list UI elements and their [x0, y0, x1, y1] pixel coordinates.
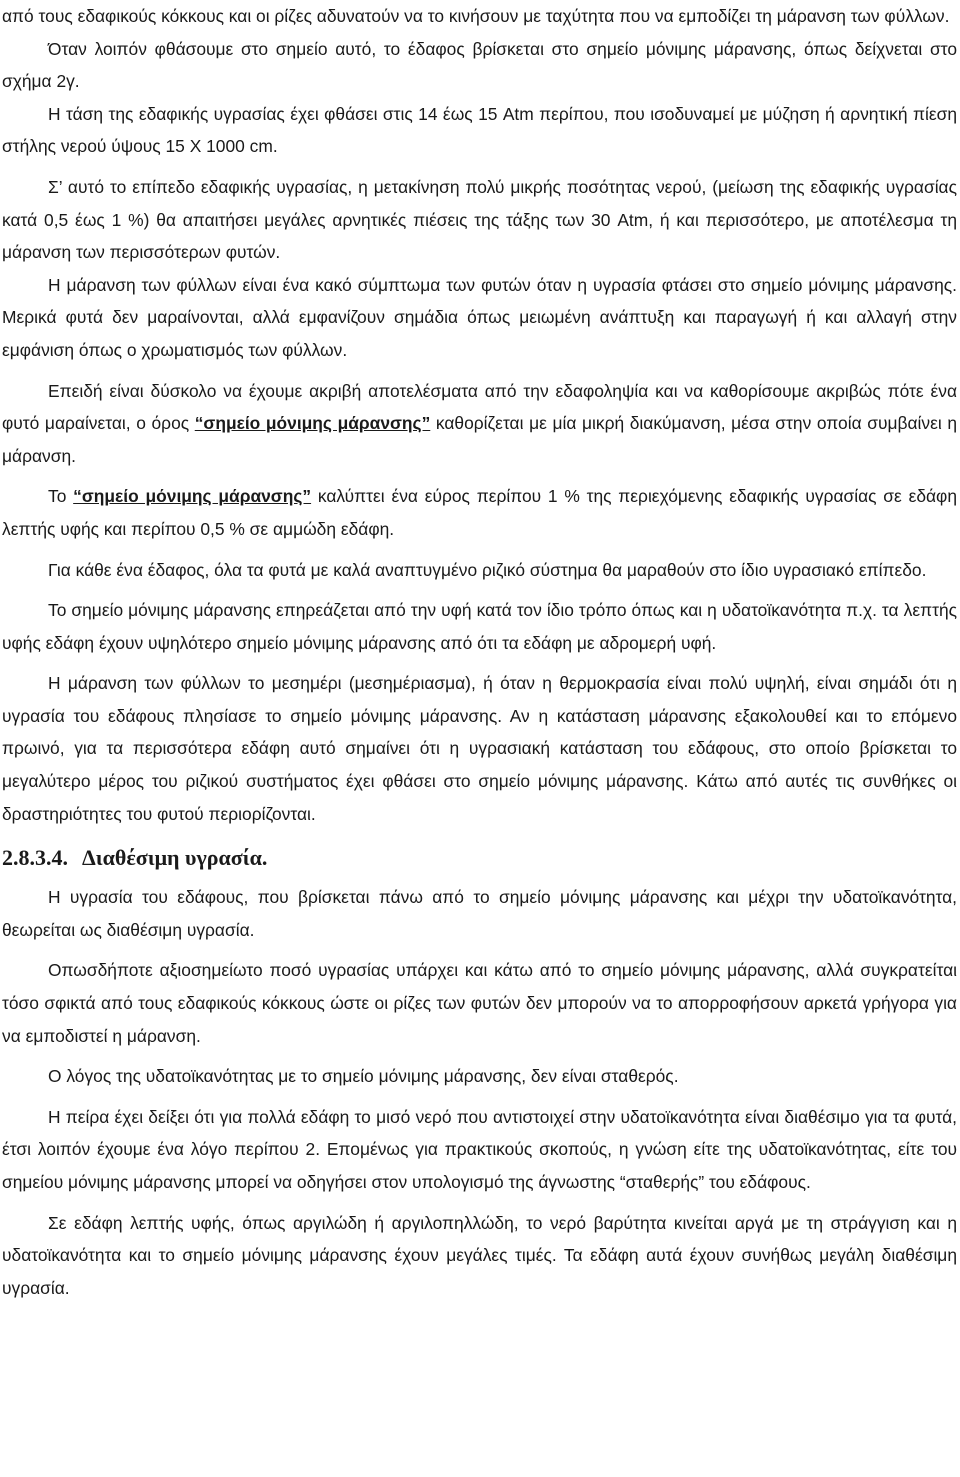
- paragraph-text: καλύπτει ένα εύρος περίπου 1 % της περιεχόμενης εδαφικής υγρασίας σε εδάφη λεπτής υφής και περίπου 0,5 % σε αμμώδη εδάφη.: [2, 486, 958, 539]
- paragraph-wilting-point-reached: Όταν λοιπόν φθάσουμε στο σημείο αυτό, το έδαφος βρίσκεται στο σημείο μόνιμης μάρανσης, όπως δείχνεται στο σχήμα 2γ.: [2, 38, 957, 92]
- paragraph-text: Το: [48, 486, 74, 507]
- paragraph-moisture-tension: Η τάση της εδαφικής υγρασίας έχει φθάσει στις 14 έως 15 Atm περίπου, που ισοδυναμεί με μύζηση ή αρνητική πίεση στήλης νερού ύψους 15 Χ 1000 cm.: [2, 103, 957, 157]
- paragraph-available-moisture: Η υγρασία του εδάφους, που βρίσκεται πάνω από το σημείο μόνιμης μάρανσης και μέχρι την υδατοϊκανότητα, θεωρείται ως διαθέσιμη υγρασία.: [2, 887, 957, 940]
- paragraph-bound-moisture: Οπωσδήποτε αξιοσημείωτο ποσό υγρασίας υπάρχει και κάτω από το σημείο μόνιμης μάρανσης, αλλά συγκρατείται τόσο σφικτά από τους εδαφικούς κόκκους ώστε οι ρίζες των φυτών δεν μπορούν να το απορροφήσουν αρκετά γρήγορα για να εμποδιστεί η μάρανση.: [2, 960, 957, 1046]
- section-title: Διαθέσιμη υγρασία.: [82, 845, 268, 871]
- paragraph-ratio: Ο λόγος της υδατοϊκανότητας με το σημείο μόνιμης μάρανσης, δεν είναι σταθερός.: [48, 1066, 679, 1087]
- paragraph-wilting-definition: [2, 375, 957, 473]
- term-permanent-wilting-point: “σημείο μόνιμης μάρανσης”: [73, 486, 312, 507]
- term-permanent-wilting-point: “σημείο μόνιμης μάρανσης”: [194, 413, 431, 434]
- paragraph-wilting-range: [2, 480, 957, 545]
- paragraph-leaf-wilting: Η μάρανση των φύλλων είναι ένα κακό σύμπτωμα των φυτών όταν η υγρασία φτάσει στο σημείο μόνιμης μάρανσης. Μερικά φυτά δεν μαραίνονται, αλλά εμφανίζουν σημάδια όπως μειωμένη ανάπτυξη και παραγωγή ή και αλλαγή στην εμφάνιση όπως ο χρωματισμός των φύλλων.: [2, 274, 957, 360]
- paragraph-texture-effect: Το σημείο μόνιμης μάρανσης επηρεάζεται από την υφή κατά τον ίδιο τρόπο όπως και η υδατοϊκανότητα π.χ. τα λεπτής υφής εδάφη έχουν υψηλότερο σημείο μόνιμης μάρανσης από ότι τα εδάφη με αδρομερή υφή.: [2, 600, 957, 653]
- paragraph-text: καθορίζεται με μία μικρή διακύμανση, μέσα στην οποία συμβαίνει η μάρανση.: [2, 413, 958, 466]
- paragraph-continuation: από τους εδαφικούς κόκκους και οι ρίζες αδυνατούν να το κινήσουν με ταχύτητα που να εμποδίζει τη μάρανση των φύλλων.: [2, 6, 950, 26]
- section-heading: [2, 841, 957, 875]
- paragraph-experience: Η πείρα έχει δείξει ότι για πολλά εδάφη το μισό νερό που αντιστοιχεί στην υδατοϊκανότητα είναι διαθέσιμο για τα φυτά, έτσι λοιπόν έχουμε ένα λόγο περίπου 2. Επομένως για πρακτικούς σκοπούς, η γνώση είτε της υδατοϊκανότητας, είτε του σημείου μόνιμης μάρανσης μπορεί να οδηγήσει στον υπολογισμό της άγνωστης “σταθερής” του εδάφους.: [2, 1106, 957, 1192]
- section-number: 2.8.3.4.: [2, 845, 68, 871]
- paragraph-midday-wilting: Η μάρανση των φύλλων το μεσημέρι (μεσημέριασμα), ή όταν η θερμοκρασία είναι πολύ υψηλή, είναι σημάδι ότι η υγρασία του εδάφους πλησίασε το σημείο μόνιμης μάρανσης. Αν η κατάσταση μάρανσης εξακολουθεί και το επόμενο πρωινό, για τα περισσότερα εδάφη αυτό σημαίνει ότι η υγρασιακή κατάσταση του εδάφους, στο οποίο βρίσκεται το μεγαλύτερο μέρος του ριζικού συστήματος έχει φθάσει στο σημείο μόνιμης μάρανσης. Κάτω από αυτές τις συνθήκες οι δραστηριότητες του φυτού περιορίζονται.: [2, 673, 957, 824]
- paragraph-same-level: Για κάθε ένα έδαφος, όλα τα φυτά με καλά αναπτυγμένο ριζικό σύστημα θα μαραθούν στο ίδιο υγρασιακό επίπεδο.: [48, 559, 927, 580]
- paragraph-fine-texture: Σε εδάφη λεπτής υφής, όπως αργιλώδη ή αργιλοπηλλώδη, το νερό βαρύτητα κινείται αργά με τη στράγγιση και η υδατοϊκανότητα και το σημείο μόνιμης μάρανσης έχουν μεγάλες τιμές. Τα εδάφη αυτά έχουν συνήθως μεγάλη διαθέσιμη υγρασία.: [2, 1212, 957, 1298]
- paragraph-water-movement: Σ’ αυτό το επίπεδο εδαφικής υγρασίας, η μετακίνηση πολύ μικρής ποσότητας νερού, (μείωση της εδαφικής υγρασίας κατά 0,5 έως 1 %) θα απαιτήσει μεγάλες αρνητικές πιέσεις της τάξης των 30 Atm, ή και περισσότερο, με αποτέλεσμα τη μάρανση των περισσότερων φυτών.: [2, 176, 957, 263]
- paragraph-text: Επειδή είναι δύσκολο να έχουμε ακριβή αποτελέσματα από την εδαφοληψία και να καθορίσουμε ακριβώς πότε ένα φυτό μαραίνεται, ο όρος: [2, 380, 957, 434]
